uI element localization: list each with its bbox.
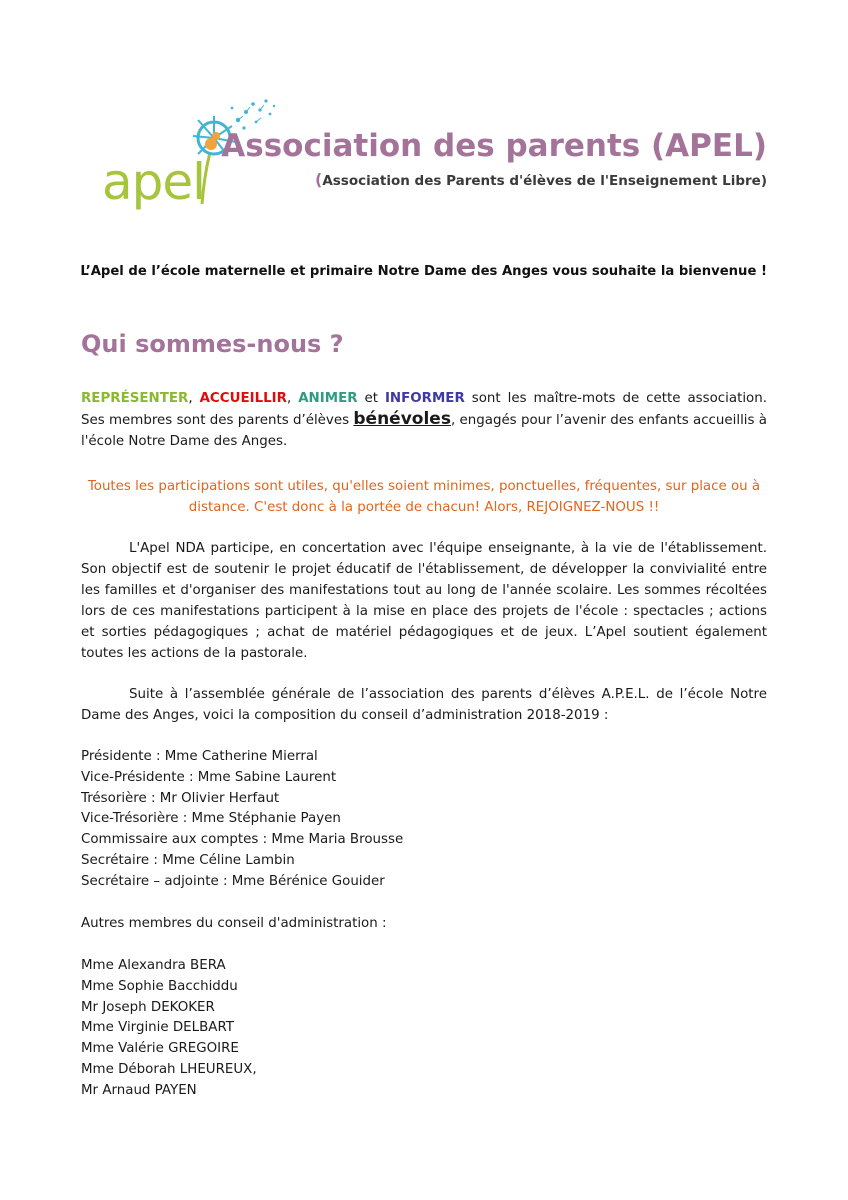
intro-text-2: , engagés pour l’avenir des enfants accueillis à l'école Notre Dame des Anges. [81,413,768,449]
list-item: Trésorière : Mr Olivier Herfaut [81,790,280,806]
list-item: Vice-Trésorière : Mme Stéphanie Payen [81,811,341,827]
keyword-inform: INFORMER [384,391,465,406]
keyword-animate: ANIMER [298,391,358,406]
welcome-line: L’Apel de l’école maternelle et primaire Notre Dame des Anges vous souhaite la bienvenue ! [80,264,767,279]
board-intro-paragraph: Suite à l’assemblée générale de l’association des parents d’élèves A.P.E.L. de l’école Notre Dame des Anges, voici la composition du conseil d’administration 2018-2019 : [81,687,767,723]
other-members-heading: Autres membres du conseil d'administration : [81,916,387,931]
list-item: Mme Déborah LHEUREUX, [81,1061,257,1077]
logo-wordmark: apel [102,153,206,211]
call-to-action: Toutes les participations sont utiles, qu'elles soient minimes, ponctuelles, fréquentes, sur place ou à distance. C'est donc à la portée de chacun! Alors, REJOIGNEZ-NOUS !! [87,479,761,515]
list-item: Mme Alexandra BERA [81,958,226,973]
list-item: Mr Joseph DEKOKER [81,999,215,1015]
keyword-welcome: ACCUEILLIR [199,391,287,406]
list-item: Secrétaire : Mme Céline Lambin [81,852,295,868]
intro-paragraph [81,388,767,452]
list-item: Présidente : Mme Catherine Mierral [81,749,318,764]
other-members-list [81,956,257,1102]
mission-paragraph: L'Apel NDA participe, en concertation avec l'équipe enseignante, à la vie de l'établissement. Son objectif est de soutenir le projet éducatif de l'établissement, de développer la convivialité entre les familles et d'organiser des manifestations tout au long de l'année scolaire. Les sommes récoltées lors de ces manifestations participent à la mise en place des projets de l'école : spectacles ; actions et sorties pédagogiques ; achat de matériel pédagogiques et de jeux. L’Apel soutient également toutes les actions de la pastorale. [81,541,767,661]
subtitle-open-paren: ( [315,170,323,189]
page-title: Association des parents (APEL) [221,128,767,164]
intro-sep-1: , [188,391,200,406]
list-item: Mme Sophie Bacchiddu [81,978,238,994]
list-item: Mme Virginie DELBART [81,1020,234,1036]
intro-sep-2: , [286,391,299,406]
list-item: Vice-Présidente : Mme Sabine Laurent [81,769,337,785]
intro-text-1: sont les maître-mots de cette association. Ses membres sont des parents d’élèves [81,391,767,428]
section-heading: Qui sommes-nous ? [81,330,344,358]
list-item: Mr Arnaud PAYEN [81,1082,197,1098]
list-item: Commissaire aux comptes : Mme Maria Brousse [81,832,404,848]
intro-sep-3: et [357,391,385,406]
keyword-volunteers: bénévoles [353,409,451,429]
page-subtitle [315,170,767,189]
keyword-represent: REPRÉSENTER [81,391,189,406]
board-list [81,747,403,893]
list-item: Secrétaire – adjointe : Mme Bérénice Gouider [81,873,385,889]
list-item: Mme Valérie GREGOIRE [81,1041,239,1057]
subtitle-text: Association des Parents d'élèves de l'Enseignement Libre) [322,173,767,189]
